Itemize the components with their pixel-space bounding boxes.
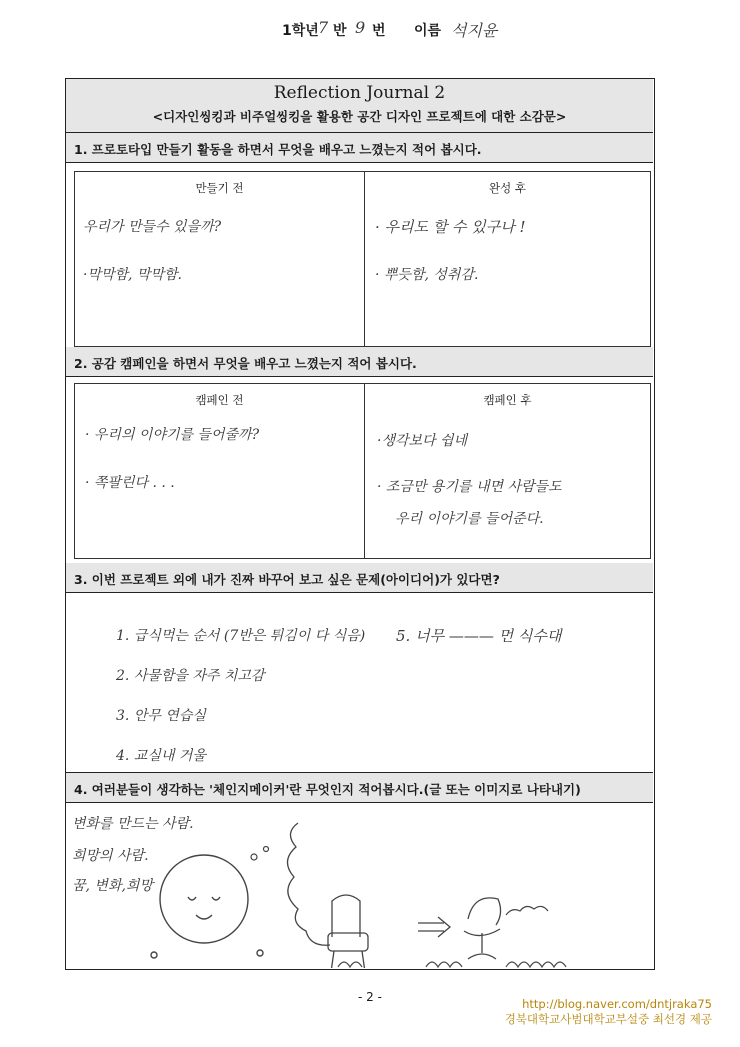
- page-number: - 2 -: [358, 990, 382, 1004]
- answer-2-area: [66, 377, 653, 567]
- question-2: 2. 공감 캠페인을 하면서 무엇을 배우고 느꼈는지 적어 봅시다.: [66, 347, 653, 377]
- new-chair-drawing: [464, 898, 501, 959]
- name-label: 이름: [414, 23, 442, 39]
- handwritten-note: 우리 이야기를 들어준다.: [395, 511, 544, 527]
- blog-url: http://blog.naver.com/dntjraka75: [522, 997, 712, 1011]
- answer-1-area: [66, 163, 653, 363]
- changemaker-sketch: [66, 803, 653, 968]
- credit-text: 경북대학교사범대학교부설중 최선경 제공: [504, 1012, 712, 1026]
- handwritten-note: 꿈, 변화,희망: [72, 878, 153, 894]
- handwritten-note: · 뿌듯함, 성취감.: [375, 267, 479, 283]
- arrow-drawing: [418, 917, 450, 937]
- before-making-cell: [75, 172, 365, 346]
- handwritten-note: ·막막함, 막막함.: [83, 267, 182, 283]
- journal-sheet: [65, 78, 655, 970]
- question-3: 3. 이번 프로젝트 외에 내가 진짜 바꾸어 보고 싶은 문제(아이디어)가 있다면?: [66, 563, 653, 593]
- journal-title-block: [66, 79, 653, 133]
- answer-1-table: [74, 171, 651, 347]
- handwritten-note: · 쪽팔린다 . . .: [85, 475, 175, 491]
- before-making-header: 만들기 전: [195, 181, 244, 195]
- journal-title: Reflection Journal 2: [273, 83, 446, 103]
- idea-item: 3. 안무 연습실: [116, 708, 206, 724]
- after-completion-cell: [365, 172, 650, 346]
- answer-3-area: [66, 593, 653, 773]
- thought-dots: [251, 847, 269, 861]
- handwritten-note: 희망의 사람.: [72, 848, 149, 864]
- handwritten-note: 우리가 만들수 있을까?: [83, 219, 222, 235]
- idea-item: 2. 사물함을 자주 치고감: [116, 668, 265, 684]
- journal-subtitle: <디자인씽킹과 비주얼씽킹을 활용한 공간 디자인 프로젝트에 대한 소감문>: [152, 109, 567, 124]
- number-label: 번: [372, 23, 386, 39]
- answer-2-table: [74, 383, 651, 559]
- handwritten-note: ·생각보다 쉽네: [377, 433, 468, 449]
- after-campaign-cell: [365, 384, 650, 558]
- idea-item: 5. 너무 ——— 먼 식수대: [396, 627, 562, 645]
- thought-bubble: [287, 823, 330, 945]
- number-value: 9: [355, 18, 366, 37]
- old-chair-drawing: [328, 895, 368, 968]
- footer-credit: [505, 997, 712, 1027]
- smiley-figure: [151, 855, 263, 958]
- name-value: 석지윤: [451, 21, 498, 40]
- answer-4-area: [66, 803, 653, 968]
- idea-item: 1. 급식먹는 순서 (7반은 튀김이 다 식음): [116, 628, 366, 644]
- after-completion-header: 완성 후: [489, 181, 526, 195]
- grade-label: 1학년: [282, 23, 319, 39]
- handwritten-note: · 조금만 용기를 내면 사람들도: [377, 479, 562, 495]
- question-4: 4. 여러분들이 생각하는 '체인지메이커'란 무엇인지 적어봅시다.(글 또는 이미지로 나타내기): [66, 773, 653, 803]
- question-1: 1. 프로토타입 만들기 활동을 하면서 무엇을 배우고 느꼈는지 적어 봅시다.: [66, 133, 653, 163]
- after-campaign-header: 캠페인 후: [483, 393, 532, 407]
- handwritten-note: · 우리도 할 수 있구나 !: [375, 218, 526, 236]
- handwritten-note: 변화를 만드는 사람.: [72, 816, 194, 832]
- wave-lines: [338, 962, 566, 967]
- before-campaign-header: 캠페인 전: [195, 393, 244, 407]
- student-info-header: [0, 16, 740, 44]
- class-label: 반: [333, 23, 347, 39]
- idea-item: 4. 교실내 거울: [116, 748, 206, 764]
- before-campaign-cell: [75, 384, 365, 558]
- handwritten-note: · 우리의 이야기를 들어줄까?: [85, 427, 260, 443]
- class-value: 7: [318, 18, 329, 37]
- cloud-edge: [506, 906, 548, 915]
